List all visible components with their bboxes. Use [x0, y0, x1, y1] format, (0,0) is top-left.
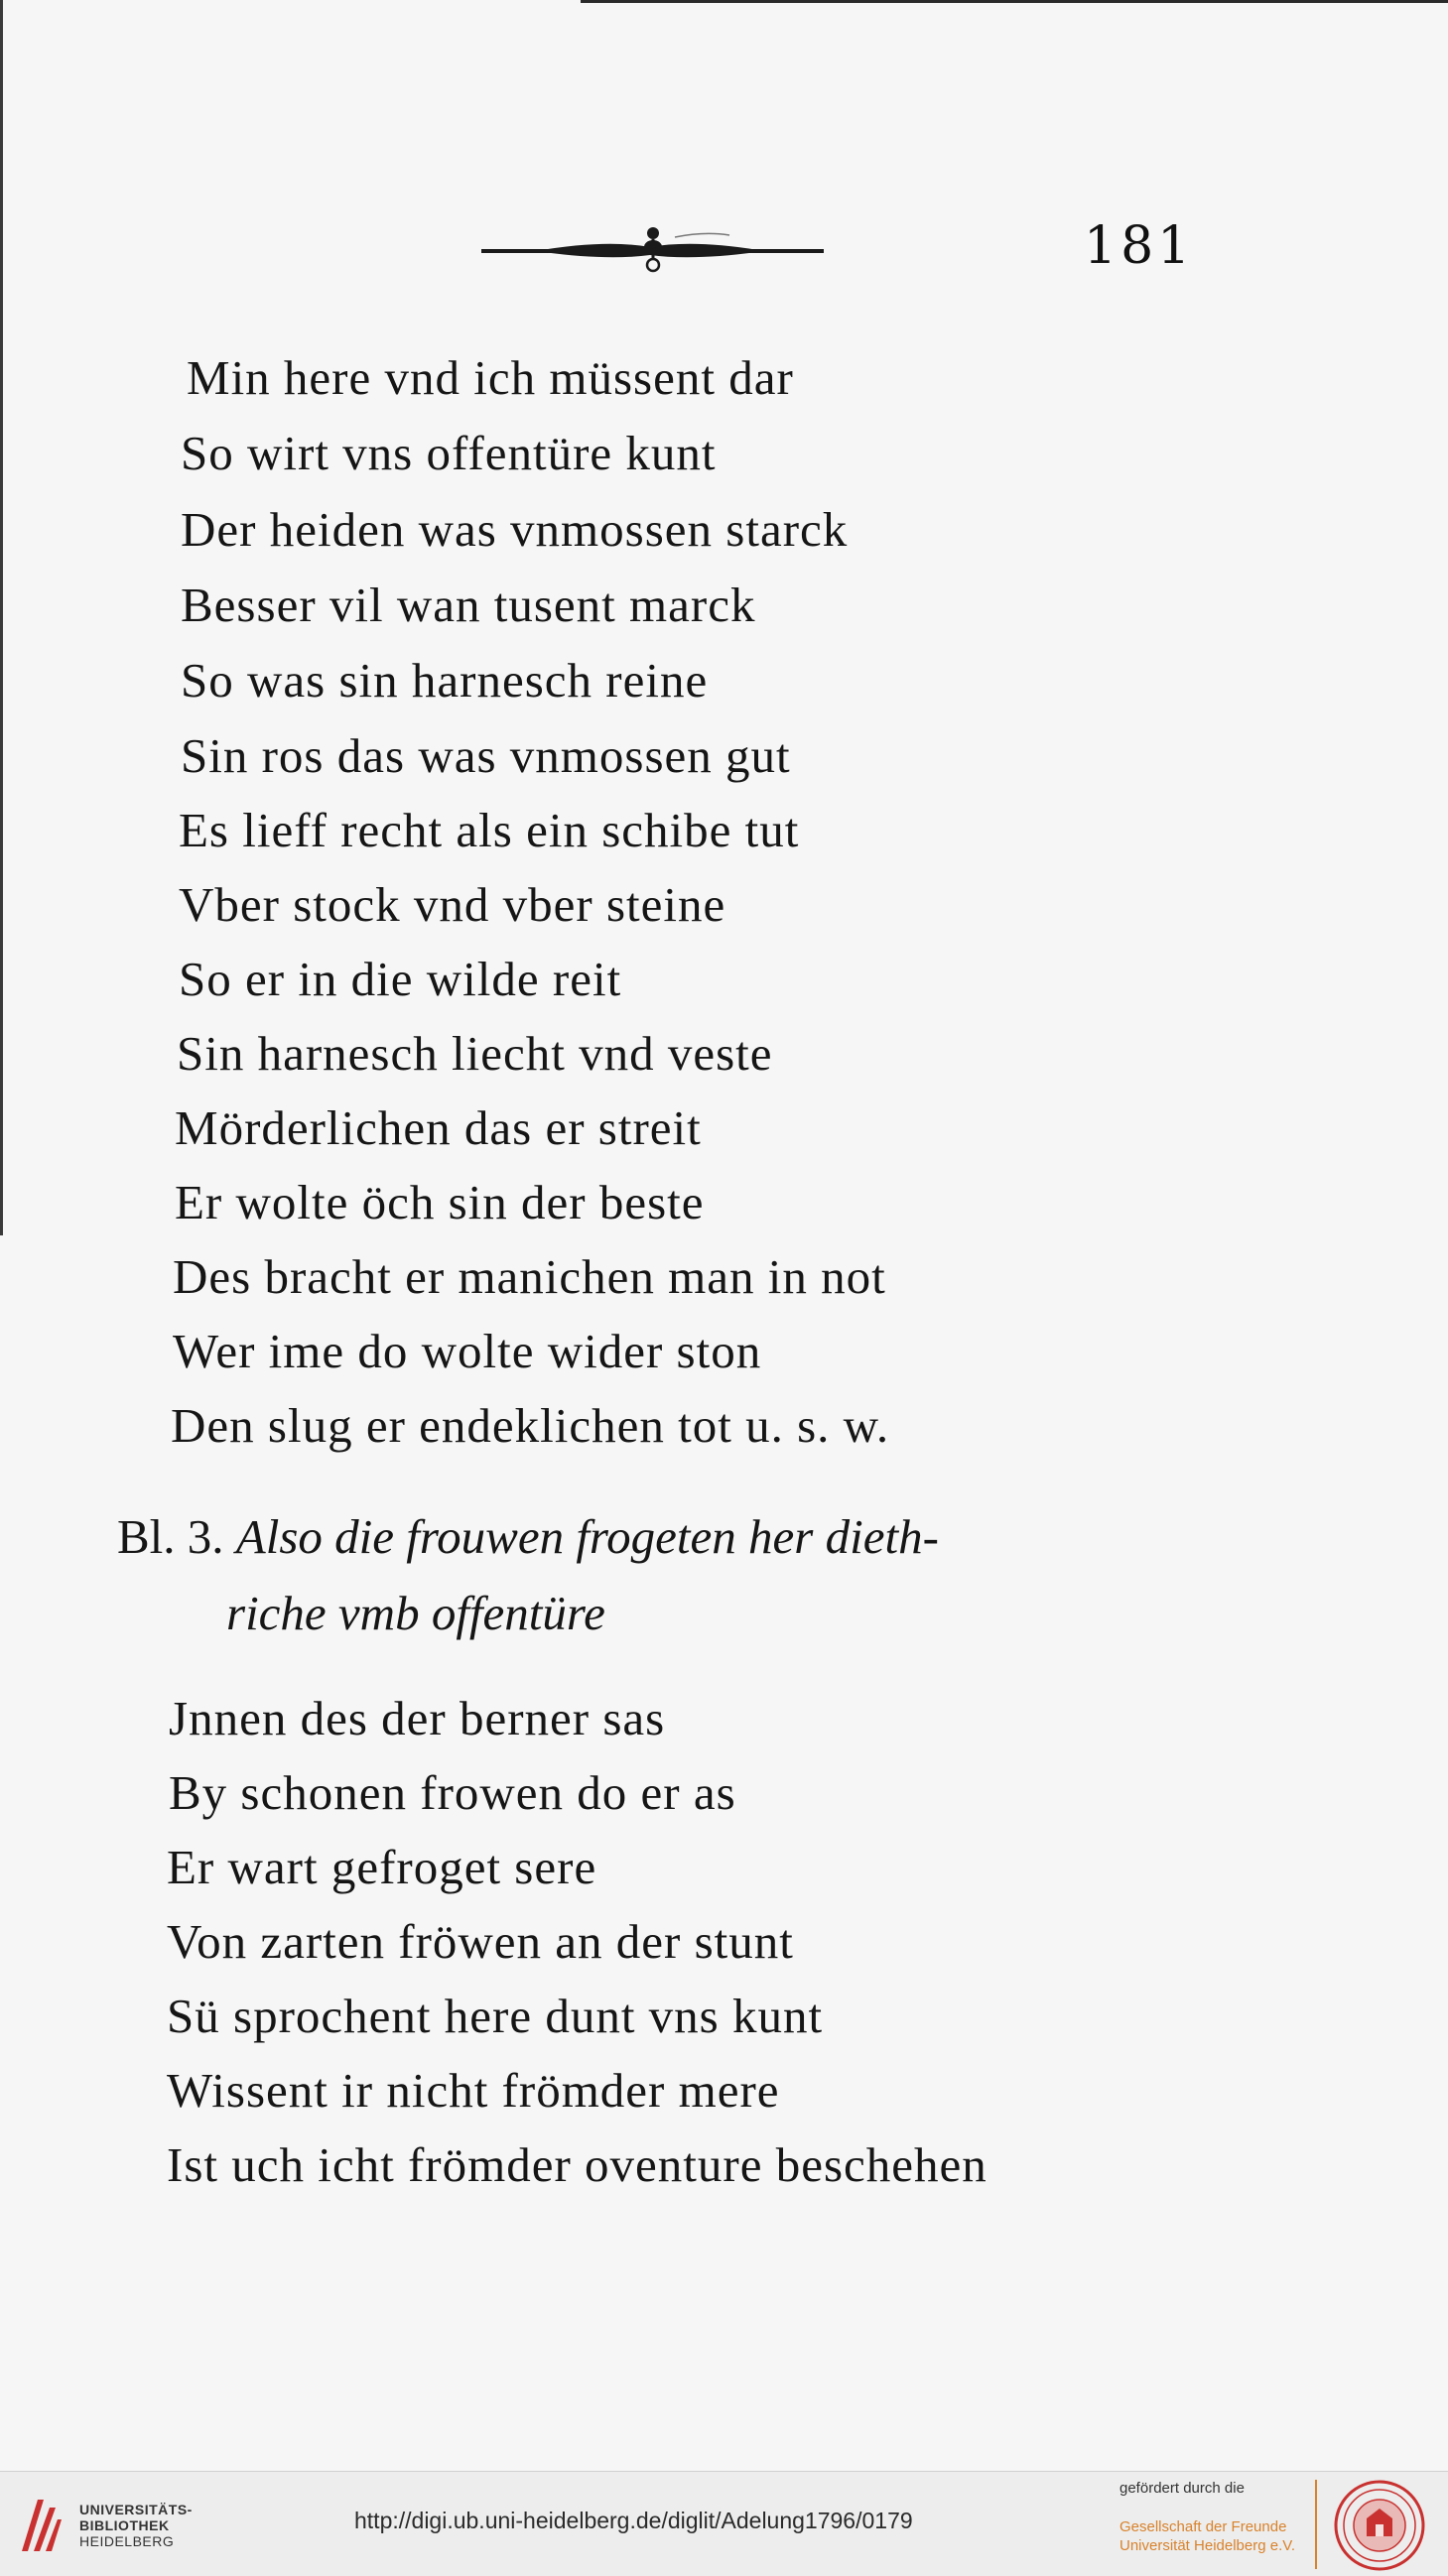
ornament-icon	[476, 203, 829, 273]
library-name[interactable]	[79, 2502, 193, 2549]
verse-line: So er in die wilde reit	[179, 952, 622, 1006]
society-name-line2: Universität Heidelberg e.V.	[1119, 2537, 1296, 2554]
verse-line: Mörderlichen das er streit	[175, 1100, 702, 1155]
footer-divider	[1315, 2480, 1317, 2569]
verse-line: Der heiden was vnmossen starck	[181, 502, 849, 557]
university-seal-icon[interactable]	[1333, 2479, 1426, 2572]
library-name-line1: UNIVERSITÄTS-	[79, 2502, 193, 2517]
footer-bar	[0, 2471, 1448, 2576]
library-name-line2: BIBLIOTHEK	[79, 2517, 170, 2533]
verse-line: So wirt vns offentüre kunt	[181, 426, 717, 480]
verse-line: Sü sprochent here dunt vns kunt	[167, 1989, 824, 2043]
library-logo-icon[interactable]	[16, 2494, 64, 2557]
verse-line: Wissent ir nicht frömder mere	[167, 2063, 780, 2118]
section-title-line1: Also die frouwen frogeten her dieth-	[235, 1509, 939, 1564]
verse-line: Es lieff recht als ein schibe tut	[179, 803, 800, 857]
verse-line: Wer ime do wolte wider ston	[173, 1324, 762, 1378]
society-name-line1: Gesellschaft der Freunde	[1119, 2518, 1287, 2535]
top-edge-rule	[581, 0, 1448, 3]
permalink-url[interactable]: http://digi.ub.uni-heidelberg.de/diglit/Adelung1796/0179	[354, 2508, 913, 2533]
verse-line: Des bracht er manichen man in not	[173, 1249, 886, 1304]
verse-line: By schonen frowen do er as	[169, 1765, 736, 1820]
section-reference: Bl. 3.	[117, 1509, 224, 1564]
library-name-line3: HEIDELBERG	[79, 2533, 175, 2549]
verse-line: Er wolte öch sin der beste	[175, 1175, 705, 1229]
verse-line: Er wart gefroget sere	[167, 1840, 597, 1894]
page-number: 181	[1084, 216, 1195, 276]
verse-line: Von zarten fröwen an der stunt	[167, 1914, 794, 1969]
verse-line: Den slug er endeklichen tot u. s. w.	[171, 1398, 890, 1453]
verse-line: Ist uch icht frömder oventure beschehen	[167, 2137, 987, 2192]
left-edge-rule	[0, 0, 3, 1235]
verse-line: Besser vil wan tusent marck	[181, 578, 756, 632]
funded-by-label: gefördert durch die	[1119, 2480, 1245, 2497]
verse-line: Sin harnesch liecht vnd veste	[177, 1026, 773, 1081]
verse-line: Vber stock vnd vber steine	[179, 877, 726, 932]
section-title-line2: riche vmb offentüre	[226, 1586, 605, 1640]
verse-line: Min here vnd ich müssent dar	[187, 350, 794, 405]
section-heading	[117, 1508, 939, 1565]
verse-line: So was sin harnesch reine	[181, 653, 709, 708]
verse-line: Sin ros das was vnmossen gut	[181, 728, 791, 783]
society-name[interactable]	[1119, 2517, 1295, 2555]
verse-line: Jnnen des der berner sas	[169, 1691, 666, 1745]
